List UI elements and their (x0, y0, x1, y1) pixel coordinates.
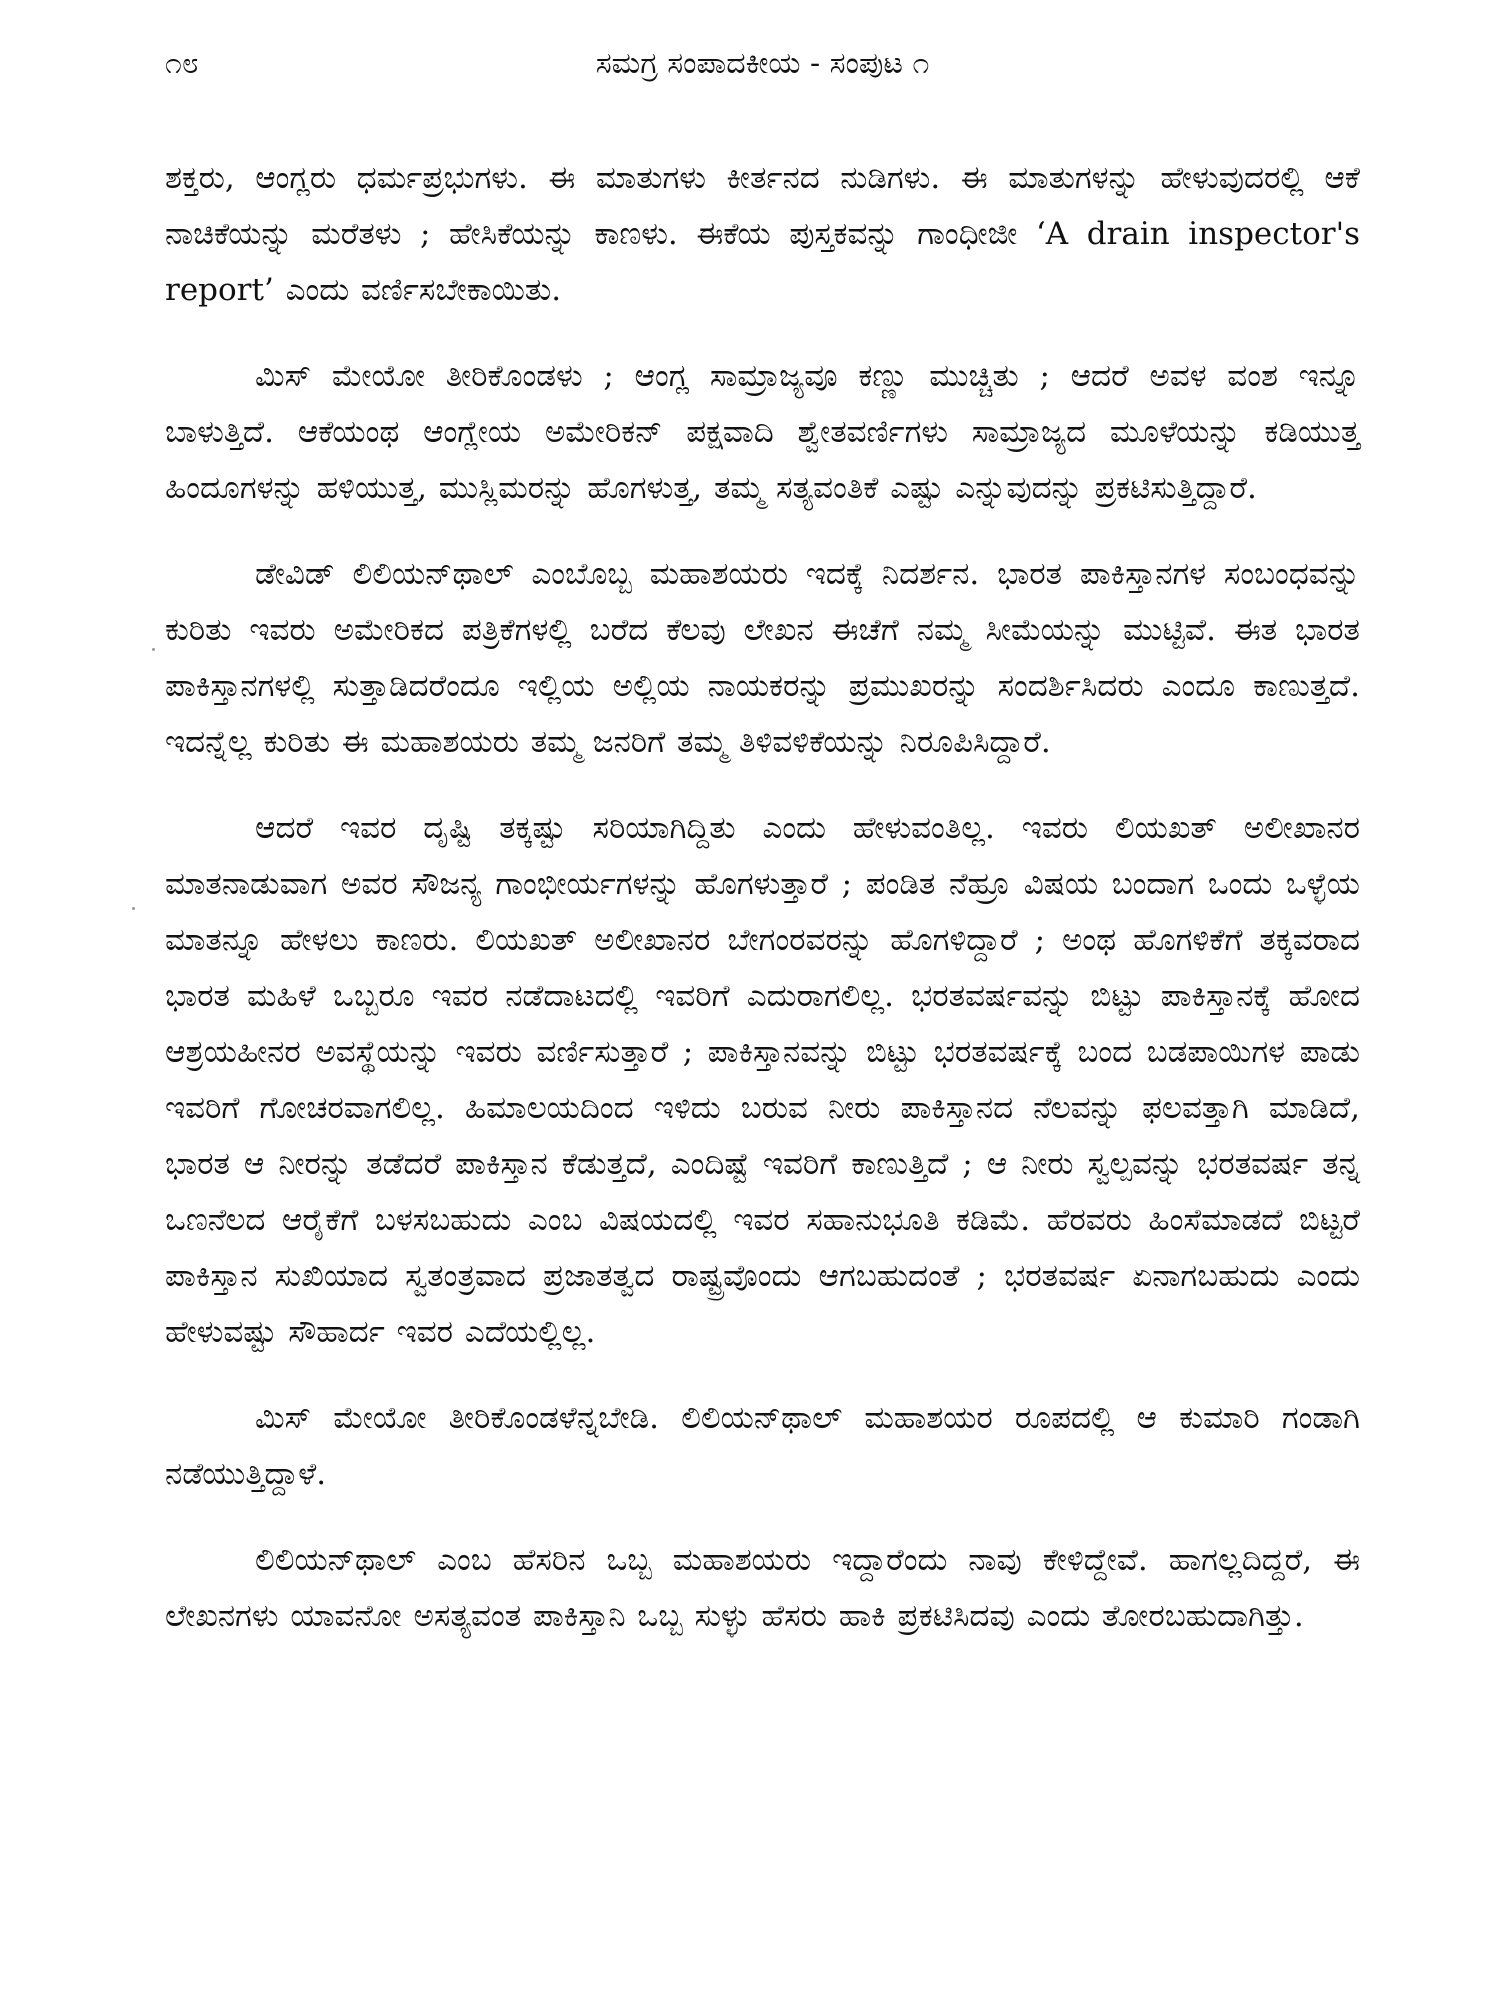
paragraph-5: ಮಿಸ್ ಮೇಯೋ ತೀರಿಕೊಂಡಳೆನ್ನಬೇಡಿ. ಲಿಲಿಯನ್‌ಥಾಲ್ ಮಹಾಶಯರ ರೂಪದಲ್ಲಿ ಆ ಕುಮಾರಿ ಗಂಡಾಗಿ ನಡೆಯುತ್ತಿದ್ದಾಳೆ. (165, 1400, 1360, 1492)
page-number: ೧೮ (165, 46, 199, 81)
paragraph-3: ಡೇವಿಡ್ ಲಿಲಿಯನ್‌ಥಾಲ್ ಎಂಬೊಬ್ಬ ಮಹಾಶಯರು ಇದಕ್ಕೆ ನಿದರ್ಶನ. ಭಾರತ ಪಾಕಿಸ್ತಾನಗಳ ಸಂಬಂಧವನ್ನು ಕುರಿತು ಇವರು ಅಮೇರಿಕದ ಪತ್ರಿಕೆಗಳಲ್ಲಿ ಬರೆದ ಕೆಲವು ಲೇಖನ ಈಚೆಗೆ ನಮ್ಮ ಸೀಮೆಯನ್ನು ಮುಟ್ಟಿವೆ. ಈತ ಭಾರತ ಪಾಕಿಸ್ತಾನಗಳಲ್ಲಿ ಸುತ್ತಾಡಿದರೆಂದೂ ಇಲ್ಲಿಯ ಅಲ್ಲಿಯ ನಾಯಕರನ್ನು ಪ್ರಮುಖರನ್ನು ಸಂದರ್ಶಿಸಿದರು ಎಂದೂ ಕಾಣುತ್ತದೆ. ಇದನ್ನೆಲ್ಲ ಕುರಿತು ಈ ಮಹಾಶಯರು ತಮ್ಮ ಜನರಿಗೆ ತಮ್ಮ ತಿಳಿವಳಿಕೆಯನ್ನು ನಿರೂಪಿಸಿದ್ದಾರೆ. (165, 556, 1360, 760)
scan-speck (132, 907, 135, 910)
body-text (165, 150, 1360, 1644)
paragraph-1: ಶಕ್ತರು, ಆಂಗ್ಲರು ಧರ್ಮಪ್ರಭುಗಳು. ಈ ಮಾತುಗಳು ಕೀರ್ತನದ ನುಡಿಗಳು. ಈ ಮಾತುಗಳನ್ನು ಹೇಳುವುದರಲ್ಲಿ ಆಕೆ ನಾಚಿಕೆಯನ್ನು ಮರೆತಳು ; ಹೇಸಿಕೆಯನ್ನು ಕಾಣಳು. ಈಕೆಯ ಪುಸ್ತಕವನ್ನು ಗಾಂಧೀಜೀ ‘A drain inspector's report’ ಎಂದು ವರ್ಣಿಸಬೇಕಾಯಿತು. (165, 160, 1360, 308)
paragraph-2: ಮಿಸ್ ಮೇಯೋ ತೀರಿಕೊಂಡಳು ; ಆಂಗ್ಲ ಸಾಮ್ರಾಜ್ಯವೂ ಕಣ್ಣು ಮುಚ್ಚಿತು ; ಆದರೆ ಅವಳ ವಂಶ ಇನ್ನೂ ಬಾಳುತ್ತಿದೆ. ಆಕೆಯಂಥ ಆಂಗ್ಲೇಯ ಅಮೇರಿಕನ್ ಪಕ್ಷವಾದಿ ಶ್ವೇತವರ್ಣಿಗಳು ಸಾಮ್ರಾಜ್ಯದ ಮೂಳೆಯನ್ನು ಕಡಿಯುತ್ತ ಹಿಂದೂಗಳನ್ನು ಹಳಿಯುತ್ತ, ಮುಸ್ಲಿಮರನ್ನು ಹೊಗಳುತ್ತ, ತಮ್ಮ ಸತ್ಯವಂತಿಕೆ ಎಷ್ಟು ಎನ್ನುವುದನ್ನು ಪ್ರಕಟಿಸುತ್ತಿದ್ದಾರೆ. (165, 358, 1360, 506)
running-header (165, 38, 1360, 90)
paragraph-4: ಆದರೆ ಇವರ ದೃಷ್ಟಿ ತಕ್ಕಷ್ಟು ಸರಿಯಾಗಿದ್ದಿತು ಎಂದು ಹೇಳುವಂತಿಲ್ಲ. ಇವರು ಲಿಯಖತ್ ಅಲೀಖಾನರ ಮಾತನಾಡುವಾಗ ಅವರ ಸೌಜನ್ಯ ಗಾಂಭೀರ್ಯಗಳನ್ನು ಹೊಗಳುತ್ತಾರೆ ; ಪಂಡಿತ ನೆಹ್ರೂ ವಿಷಯ ಬಂದಾಗ ಒಂದು ಒಳ್ಳೆಯ ಮಾತನ್ನೂ ಹೇಳಲು ಕಾಣರು. ಲಿಯಖತ್ ಅಲೀಖಾನರ ಬೇಗಂರವರನ್ನು ಹೊಗಳಿದ್ದಾರೆ ; ಅಂಥ ಹೊಗಳಿಕೆಗೆ ತಕ್ಕವರಾದ ಭಾರತ ಮಹಿಳೆ ಒಬ್ಬರೂ ಇವರ ನಡೆದಾಟದಲ್ಲಿ ಇವರಿಗೆ ಎದುರಾಗಲಿಲ್ಲ. ಭರತವರ್ಷವನ್ನು ಬಿಟ್ಟು ಪಾಕಿಸ್ತಾನಕ್ಕೆ ಹೋದ ಆಶ್ರಯಹೀನರ ಅವಸ್ಥೆಯನ್ನು ಇವರು ವರ್ಣಿಸುತ್ತಾರೆ ; ಪಾಕಿಸ್ತಾನವನ್ನು ಬಿಟ್ಟು ಭರತವರ್ಷಕ್ಕೆ ಬಂದ ಬಡಪಾಯಿಗಳ ಪಾಡು ಇವರಿಗೆ ಗೋಚರವಾಗಲಿಲ್ಲ. ಹಿಮಾಲಯದಿಂದ ಇಳಿದು ಬರುವ ನೀರು ಪಾಕಿಸ್ತಾನದ ನೆಲವನ್ನು ಫಲವತ್ತಾಗಿ ಮಾಡಿದೆ, ಭಾರತ ಆ ನೀರನ್ನು ತಡೆದರೆ ಪಾಕಿಸ್ತಾನ ಕೆಡುತ್ತದೆ, ಎಂದಿಷ್ಟೆ ಇವರಿಗೆ ಕಾಣುತ್ತಿದೆ ; ಆ ನೀರು ಸ್ವಲ್ಪವನ್ನು ಭರತವರ್ಷ ತನ್ನ ಒಣನೆಲದ ಆರೈಕೆಗೆ ಬಳಸಬಹುದು ಎಂಬ ವಿಷಯದಲ್ಲಿ ಇವರ ಸಹಾನುಭೂತಿ ಕಡಿಮೆ. ಹೆರವರು ಹಿಂಸೆಮಾಡದೆ ಬಿಟ್ಟರೆ ಪಾಕಿಸ್ತಾನ ಸುಖಿಯಾದ ಸ್ವತಂತ್ರವಾದ ಪ್ರಜಾತತ್ವದ ರಾಷ್ಟ್ರವೊಂದು ಆಗಬಹುದಂತೆ ; ಭರತವರ್ಷ ಏನಾಗಬಹುದು ಎಂದು ಹೇಳುವಷ್ಟು ಸೌಹಾರ್ದ ಇವರ ಎದೆಯಲ್ಲಿಲ್ಲ. (165, 810, 1360, 1350)
paragraph-6: ಲಿಲಿಯನ್‌ಥಾಲ್ ಎಂಬ ಹೆಸರಿನ ಒಬ್ಬ ಮಹಾಶಯರು ಇದ್ದಾರೆಂದು ನಾವು ಕೇಳಿದ್ದೇವೆ. ಹಾಗಲ್ಲದಿದ್ದರೆ, ಈ ಲೇಖನಗಳು ಯಾವನೋ ಅಸತ್ಯವಂತ ಪಾಕಿಸ್ತಾನಿ ಒಬ್ಬ ಸುಳ್ಳು ಹೆಸರು ಹಾಕಿ ಪ್ರಕಟಿಸಿದವು ಎಂದು ತೋರಬಹುದಾಗಿತ್ತು. (165, 1542, 1360, 1634)
page-header-title: ಸಮಗ್ರ ಸಂಪಾದಕೀಯ - ಸಂಪುಟ ೧ (595, 46, 930, 81)
scan-speck (152, 648, 155, 651)
